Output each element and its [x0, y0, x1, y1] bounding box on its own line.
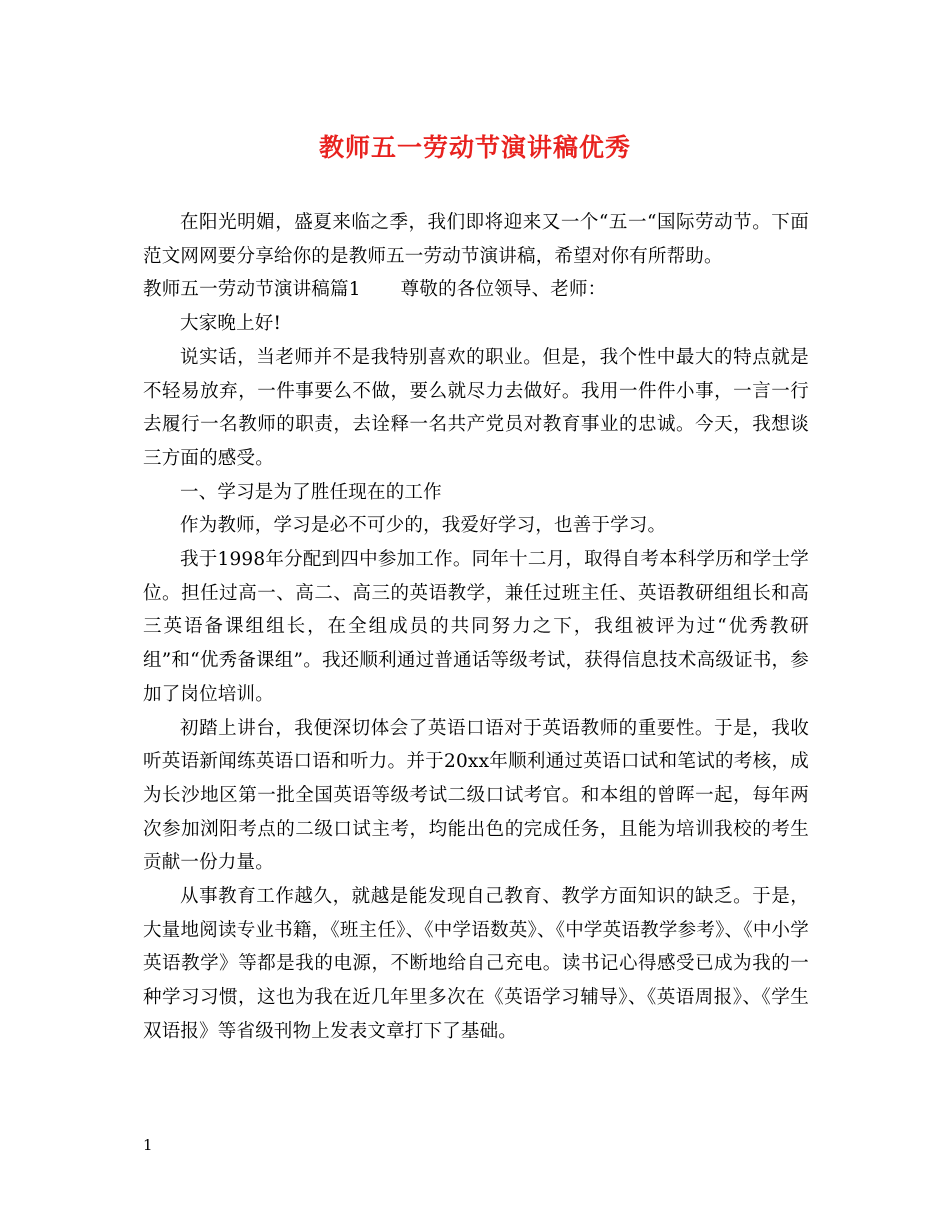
body-paragraph: 说实话，当老师并不是我特别喜欢的职业。但是，我个性中最大的特点就是不轻易放弃，一件事要么不做，要么就尽力去做好。我用一件件小事，一言一行去履行一名教师的职责，去诠释一名共产党员对教育事业的忠诚。今天，我想谈三方面的感受。: [143, 346, 809, 469]
body-paragraph: 我于1998年分配到四中参加工作。同年十二月，取得自考本科学历和学士学位。担任过高一、高二、高三的英语教学，兼任过班主任、英语教研组组长和高三英语备课组组长，在全组成员的共同努力之下，我组被评为过“优秀教研组”和“优秀备课组”。我还顺利通过普通话等级考试，获得信息技术高级证书，参加了岗位培训。: [143, 549, 809, 705]
document-title: 教师五一劳动节演讲稿优秀: [318, 133, 631, 162]
body-paragraph: 作为教师，学习是必不可少的，我爱好学习，也善于学习。: [180, 515, 667, 537]
subheading-paragraph: 一、学习是为了胜任现在的工作: [180, 481, 442, 503]
section-heading: 教师五一劳动节演讲稿篇1: [143, 279, 361, 301]
greeting-paragraph: 大家晚上好!: [180, 313, 282, 335]
salutation: 尊敬的各位领导、老师：: [400, 279, 607, 301]
intro-paragraph: 在阳光明媚，盛夏来临之季，我们即将迎来又一个“五一“国际劳动节。下面范文网网要分享给你的是教师五一劳动节演讲稿，希望对你有所帮助。: [143, 212, 809, 267]
document-body: [143, 206, 809, 1049]
section-heading-line: [143, 273, 809, 307]
body-paragraph: 初踏上讲台，我便深切体会了英语口语对于英语教师的重要性。于是，我收听英语新闻练英语口语和听力。并于20xx年顺利通过英语口试和笔试的考核，成为长沙地区第一批全国英语等级考试二级口试考官。和本组的曾晖一起，每年两次参加浏阳考点的二级口试主考，均能出色的完成任务，且能为培训我校的考生贡献一份力量。: [143, 717, 809, 874]
page-number: 1: [143, 1136, 153, 1154]
body-paragraph: 从事教育工作越久，就越是能发现自己教育、教学方面知识的缺乏。于是，大量地阅读专业书籍，《班主任》、《中学语数英》、《中学英语教学参考》、《中小学英语教学》等都是我的电源，不断地给自己充电。读书记心得感受已成为我的一种学习习惯，这也为我在近几年里多次在《英语学习辅导》、《英语周报》、《学生双语报》等省级刊物上发表文章打下了基础。: [143, 886, 809, 1042]
